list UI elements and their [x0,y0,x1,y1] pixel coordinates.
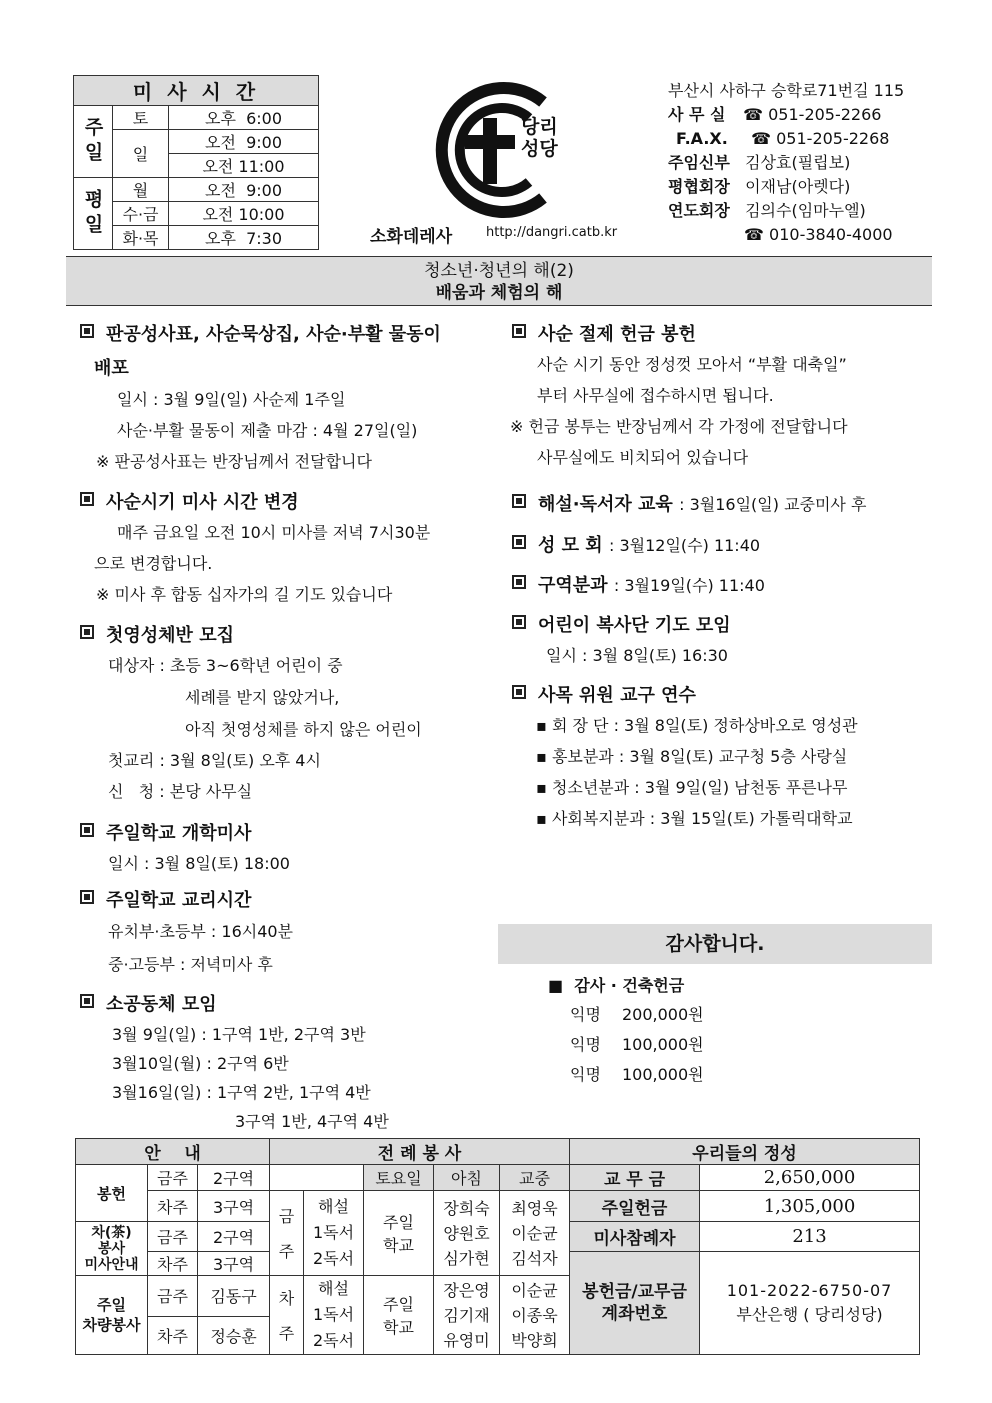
square-bullet-icon [80,492,94,506]
server-name: 이순균 [511,1223,558,1243]
square-bullet-icon [512,535,526,549]
server-name: 김석자 [511,1248,558,1268]
council-row [668,176,850,198]
main-servers [500,1191,570,1276]
square-bullet-icon [80,625,94,639]
donation-row [570,1034,704,1056]
donation-row [570,1004,704,1026]
section-detail: : 3월12일(수) 11:40 [608,536,761,555]
guide-tea-label [76,1222,148,1276]
square-bullet-icon [512,615,526,629]
legion-phone: 010-3840-4000 [769,225,893,244]
account-label-b: 계좌번호 [601,1304,668,1324]
section-sunday-school-class [80,886,251,912]
guide-title: 안 내 [76,1139,270,1165]
guide-value: 3구역 [198,1252,270,1276]
liturgy-corner [270,1165,364,1191]
sat-team [364,1191,434,1276]
section-title: 해설·독서자 교육 [538,494,673,515]
guide-tea-a: 차(茶) [91,1224,132,1241]
guide-car-a: 주일 [97,1296,126,1314]
sat-team-a: 주일 [383,1213,414,1232]
server-name: 이순균 [511,1280,558,1300]
section-title: 주일학교 교리시간 [106,890,252,911]
server-name: 유영미 [443,1330,490,1350]
text-line: 첫교리 : 3월 8일(토) 오후 4시 [108,751,321,770]
role: 1독서 [312,1223,355,1242]
parish-url[interactable]: http://dangri.catb.kr [486,225,618,240]
section-title: 사순시기 미사 시간 변경 [106,492,299,513]
list-item-text: 청소년분과 : 3월 9일(일) 남천동 푸른나무 [551,778,848,797]
list-item-text: 회 장 단 : 3월 8일(토) 정하상바오로 영성관 [551,716,858,735]
section-detail: : 3월16일(일) 교중미사 후 [679,495,867,514]
section-title: 주일학교 개학미사 [106,823,252,844]
text-line: 신 청 : 본당 사무실 [108,782,253,801]
text-line: 매주 금요일 오전 10시 미사를 저녁 7시30분 [117,523,431,542]
guide-car-b: 차량봉사 [82,1316,141,1334]
next-week: 차주 [148,1252,198,1276]
section-district-committee [512,571,765,597]
phone-icon: ☎ [751,129,772,148]
text-line: ※ 미사 후 합동 십자가의 길 기도 있습니다 [96,585,393,604]
offering-value: 2,650,000 [700,1165,920,1191]
next-week-a: 차 [278,1289,295,1308]
phone-icon: ☎ [743,105,764,124]
next-week-label [270,1276,304,1355]
section-lent-offering [512,320,696,346]
guide-tea-b: 봉사 [97,1240,126,1257]
list-item-text: 사회복지분과 : 3월 15일(토) 가톨릭대학교 [551,809,853,828]
donor-name: 익명 [570,1005,601,1024]
sat-team-b: 학교 [383,1236,414,1255]
server-name: 최영욱 [511,1198,558,1218]
square-bullet-icon [512,494,526,508]
server-name: 이종욱 [511,1305,558,1325]
legion-label: 연도회장 [668,201,730,220]
donation-row [570,1064,704,1086]
section-altar-servers [512,611,731,637]
this-week-a: 금 [278,1207,295,1226]
mass-times-table [73,75,319,250]
section-lector-training [512,490,866,516]
guide-tea-c: 미사안내 [84,1256,139,1273]
office-phone: 051-205-2266 [768,105,882,124]
council-name: 이재남(아렛다) [745,177,851,196]
section-sunday-school-mass [80,819,251,845]
square-bullet-icon [80,823,94,837]
text-line: 3월16일(일) : 1구역 2반, 1구역 4반 [112,1083,371,1102]
offering-title: 우리들의 정성 [570,1139,920,1165]
address: 부산시 사하구 승학로71번길 115 [668,81,905,100]
mass-day: 화·목 [113,226,169,250]
guide-value: 3구역 [198,1191,270,1222]
text-line: 사무실에도 비치되어 있습니다 [537,448,749,467]
square-bullet-icon [512,575,526,589]
section-small-community [80,990,217,1016]
section-title: 구역분과 [538,575,608,596]
legion-row [668,200,866,222]
fax-label: F.A.X. [676,129,728,148]
theme-banner [66,256,932,306]
guide-offering-label: 봉헌 [76,1165,148,1222]
fax-number: 051-205-2268 [776,129,890,148]
sat-team-b: 학교 [383,1318,414,1337]
section-title: 사목 위원 교구 연수 [538,685,696,706]
liturgy-title: 전 례 봉 사 [270,1139,570,1165]
text-line: ※ 판공성사표는 반장님께서 전달합니다 [96,452,372,471]
account-number: 101-2022-6750-07 [726,1281,893,1300]
section-title: 첫영성체반 모집 [106,625,234,646]
donation-amount: 100,000원 [622,1065,704,1084]
phone-icon: ☎ [744,225,764,244]
server-name: 장희숙 [443,1198,490,1218]
role: 1독서 [312,1305,355,1324]
sat-team-a: 주일 [383,1295,414,1314]
this-week: 금주 [148,1222,198,1252]
section-detail: : 3월19일(수) 11:40 [613,576,765,595]
offering-value: 1,305,000 [700,1191,920,1222]
next-week: 차주 [148,1316,198,1354]
thanks-subtitle: ■ 감사 · 건축헌금 [548,976,685,995]
text-line: 일시 : 3월 8일(토) 18:00 [108,854,290,873]
account-label-a: 봉헌금/교무금 [582,1282,687,1302]
list-item: ▪ 회 장 단 : 3월 8일(토) 정하상바오로 영성관 [536,716,858,735]
section-pastoral-training [512,681,696,707]
donation-amount: 200,000원 [622,1005,704,1024]
role: 2독서 [312,1249,355,1268]
text-line: 유치부·초등부 : 16시40분 [108,922,294,941]
square-bullet-icon [80,890,94,904]
liturgy-header-sat: 토요일 [364,1165,434,1191]
donation-amount: 100,000원 [622,1035,704,1054]
fax-row [676,128,889,150]
text-line: 중·고등부 : 저녁미사 후 [108,955,273,974]
this-week: 금주 [148,1165,198,1191]
list-item: ▪ 청소년분과 : 3월 9일(일) 남천동 푸른나무 [536,778,848,797]
role: 해설 [318,1197,349,1216]
list-item: ▪ 사회복지분과 : 3월 15일(토) 가톨릭대학교 [536,809,853,828]
section-title-cont: 배포 [94,358,129,379]
mass-time: 오전 9:00 [169,178,319,202]
mass-day: 일 [113,130,169,178]
theme-line2: 배움과 체험의 해 [435,283,563,303]
thanks-header [498,924,932,964]
roles [304,1191,364,1276]
logo-text: 당리성당 [521,116,558,160]
mass-day: 월 [113,178,169,202]
text-line: 사순 시기 동안 정성껏 모아서 “부활 대축일” [537,355,847,374]
offering-label: 미사참례자 [570,1222,700,1252]
legion-name: 김의수(임마누엘) [745,201,866,220]
thanks-sub: 감사 · 건축헌금 [574,976,685,995]
text-line: ※ 헌금 봉투는 반장님께서 각 가정에 전달합니다 [510,417,848,436]
section-lent-mass-change [80,488,299,514]
guide-value: 김동구 [198,1276,270,1317]
section-title: 성 모 회 [538,535,603,556]
text-line: 아직 첫영성체를 하지 않은 어린이 [185,720,422,739]
this-week: 금주 [148,1276,198,1317]
section-title: 소공동체 모임 [106,994,217,1015]
pastor-name: 김상효(필립보) [745,153,851,172]
text-line: 부터 사무실에 접수하시면 됩니다. [537,386,774,405]
mass-time: 오전 11:00 [169,154,319,178]
this-week-b: 주 [278,1242,295,1261]
roles [304,1276,364,1355]
council-label: 평협회장 [668,177,730,196]
theme-line1: 청소년·청년의 해(2) [424,261,574,281]
morning-servers [434,1276,500,1355]
square-bullet-icon [512,324,526,338]
text-line: 세례를 받지 않았거나, [185,688,340,707]
guide-car-label [76,1276,148,1355]
thanks-title: 감사합니다. [665,933,765,955]
mass-time: 오전 9:00 [169,130,319,154]
server-name: 양원호 [443,1223,490,1243]
donor-name: 익명 [570,1065,601,1084]
pastor-row [668,152,850,174]
guide-value: 2구역 [198,1165,270,1191]
donor-name: 익명 [570,1035,601,1054]
mass-title: 미 사 시 간 [74,76,319,106]
guide-value: 정승훈 [198,1316,270,1354]
role: 해설 [318,1279,349,1298]
parish-logo [425,80,585,220]
next-week: 차주 [148,1191,198,1222]
this-week-label [270,1191,304,1276]
list-item: ▪ 홍보분과 : 3월 8일(토) 교구청 5층 사랑실 [536,747,848,766]
text-line: 3구역 1반, 4구역 4반 [235,1112,389,1131]
weekday-label: 평일 [74,178,113,250]
text-line: 일시 : 3월 9일(일) 사순제 1주일 [117,390,346,409]
square-bullet-icon [512,685,526,699]
server-name: 장은영 [443,1280,490,1300]
text-line: 대상자 : 초등 3~6학년 어린이 중 [108,656,343,675]
list-item-text: 홍보분과 : 3월 8일(토) 교구청 5층 사랑실 [551,747,848,766]
square-bullet-icon [80,324,94,338]
sat-team [364,1276,434,1355]
mass-time: 오후 7:30 [169,226,319,250]
account-info [700,1252,920,1355]
text-line: 사순·부활 물동이 제출 마감 : 4월 27일(일) [117,421,418,440]
text-line: 3월10일(월) : 2구역 6반 [112,1054,289,1073]
bank-name: 부산은행 ( 당리성당) [736,1305,883,1324]
sunday-label: 주일 [74,106,113,178]
guide-value: 2구역 [198,1222,270,1252]
mass-time: 오후 6:00 [169,106,319,130]
legion-phone-row [744,224,893,246]
server-name: 김기재 [443,1305,490,1325]
offering-label: 주일헌금 [570,1191,700,1222]
mass-day: 토 [113,106,169,130]
section-title: 사순 절제 헌금 봉헌 [538,324,696,345]
offering-label: 교 무 금 [570,1165,700,1191]
account-label [570,1252,700,1355]
text-line: 일시 : 3월 8일(토) 16:30 [546,646,728,665]
square-bullet-icon [80,994,94,1008]
section-first-communion [80,621,234,647]
text-line: 으로 변경합니다. [94,554,213,573]
morning-servers [434,1191,500,1276]
liturgy-header-main: 교중 [500,1165,570,1191]
mass-time: 오전 10:00 [169,202,319,226]
bottom-info-table [75,1138,920,1355]
server-name: 심가현 [443,1248,490,1268]
patron-saint: 소화데레사 [370,227,453,247]
section-lent-materials [80,320,500,346]
server-name: 박양희 [511,1330,558,1350]
liturgy-header-morning: 아침 [434,1165,500,1191]
section-title: 어린이 복사단 기도 모임 [538,615,731,636]
mass-day: 수·금 [113,202,169,226]
offering-value: 213 [700,1222,920,1252]
section-mother-mary-society [512,531,760,557]
next-week-b: 주 [278,1324,295,1343]
office-row [668,104,881,126]
main-servers [500,1276,570,1355]
office-label: 사 무 실 [668,105,726,124]
section-title: 판공성사표, 사순묵상집, 사순·부활 물동이 [106,324,441,345]
text-line: 3월 9일(일) : 1구역 1반, 2구역 3반 [112,1025,366,1044]
role: 2독서 [312,1331,355,1350]
pastor-label: 주임신부 [668,153,730,172]
